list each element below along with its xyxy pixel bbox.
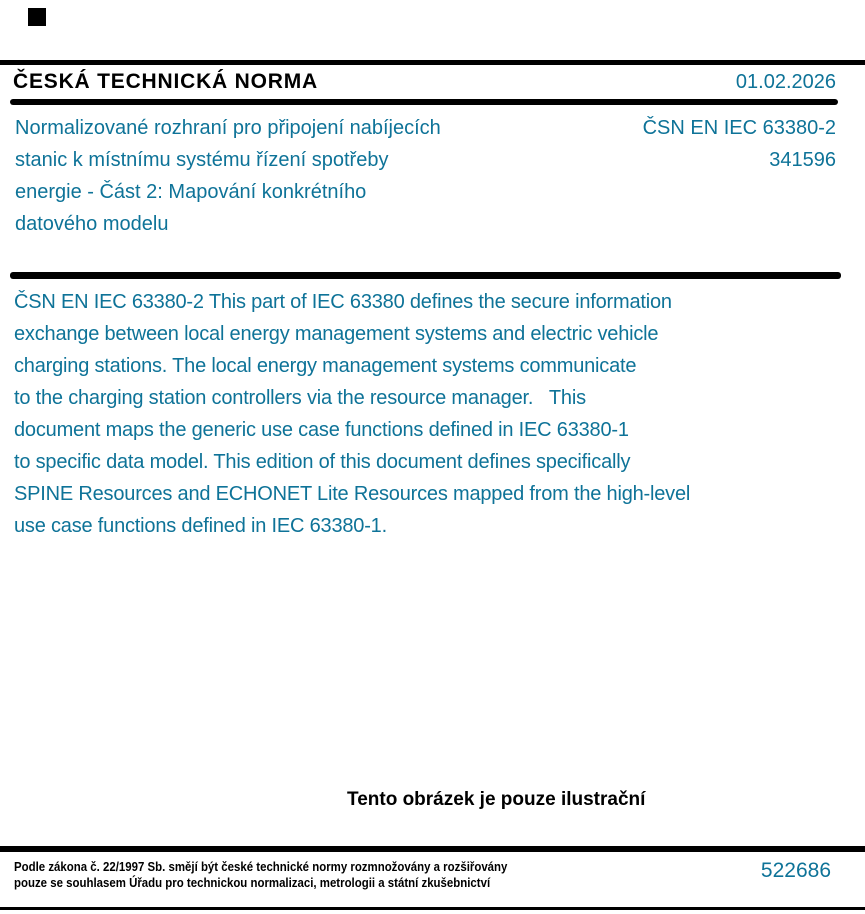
illustration-disclaimer: Tento obrázek je pouze ilustrační <box>347 789 646 810</box>
header-rule <box>10 99 838 105</box>
order-number: 522686 <box>760 859 831 882</box>
norm-title-line: Normalizované rozhraní pro připojení nabíjecích <box>15 117 441 139</box>
footer-legal-line: pouze se souhlasem Úřadu pro technickou normalizaci, metrologii a státní zkušebnictví <box>14 874 491 890</box>
top-rule <box>0 60 865 65</box>
norm-title-line: energie - Část 2: Mapování konkrétního <box>15 181 367 203</box>
page-title: ČESKÁ TECHNICKÁ NORMA <box>13 70 318 93</box>
abstract-line: ČSN EN IEC 63380-2 This part of IEC 63380 defines the secure information <box>14 291 672 313</box>
abstract-line: to specific data model. This edition of this document defines specifically <box>14 451 631 473</box>
print-registration-mark <box>28 8 46 26</box>
bottom-rule <box>0 907 865 910</box>
norm-reference-block <box>643 112 836 176</box>
mid-rule <box>10 272 841 279</box>
norm-title-block <box>15 112 595 240</box>
footer-rule <box>0 846 865 852</box>
abstract-line: charging stations. The local energy management systems communicate <box>14 355 637 377</box>
norm-title-line: stanic k místnímu systému řízení spotřeby <box>15 149 389 171</box>
abstract-line: SPINE Resources and ECHONET Lite Resources mapped from the high-level <box>14 483 691 505</box>
abstract-block <box>14 286 814 542</box>
footer-legal-line: Podle zákona č. 22/1997 Sb. smějí být české technické normy rozmnožovány a rozšiřovány <box>14 859 508 874</box>
standard-id: ČSN EN IEC 63380-2 <box>642 117 836 139</box>
effective-date: 01.02.2026 <box>735 71 836 93</box>
abstract-line: document maps the generic use case functions defined in IEC 63380-1 <box>14 419 629 441</box>
abstract-line: use case functions defined in IEC 63380-1. <box>14 515 387 537</box>
norm-title-line: datového modelu <box>15 213 169 235</box>
abstract-line: exchange between local energy management systems and electric vehicle <box>14 323 659 345</box>
abstract-line: to the charging station controllers via the resource manager. This <box>14 387 586 409</box>
class-number: 341596 <box>769 149 836 171</box>
footer-legal-notice <box>14 859 507 890</box>
